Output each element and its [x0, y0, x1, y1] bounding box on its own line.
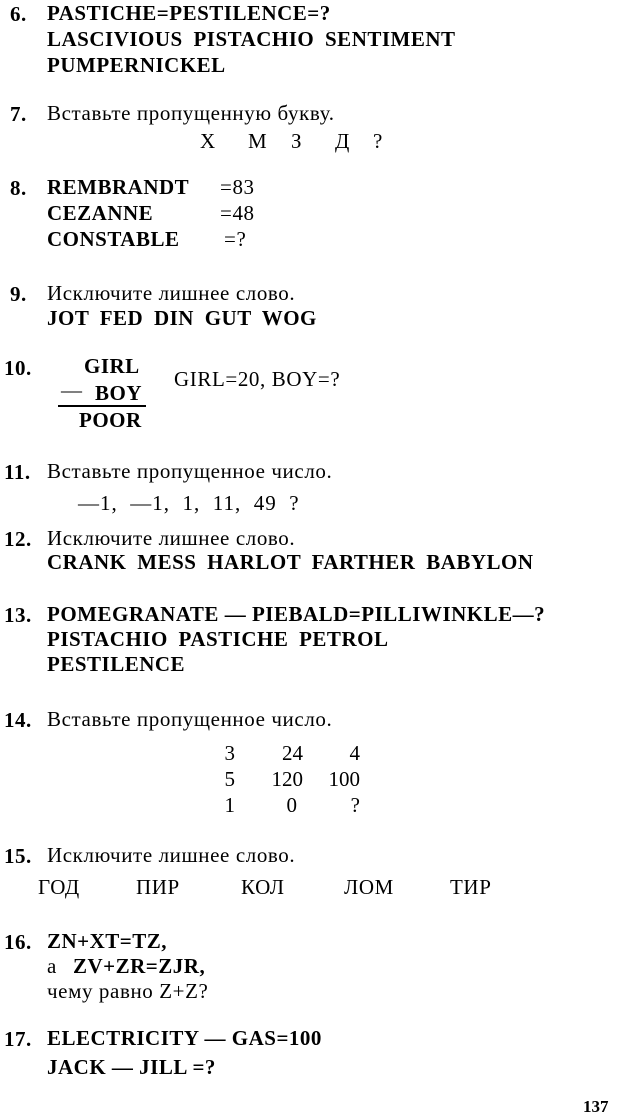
grid-row — [215, 740, 365, 766]
painter-name: CEZANNE — [47, 201, 154, 225]
grid-cell: 24 — [282, 741, 303, 765]
question-text: PESTILENCE — [47, 652, 186, 676]
question-text: чему равно Z+Z? — [47, 979, 209, 1003]
minus-sign: — — [61, 378, 83, 402]
grid-cell: ? — [350, 793, 360, 817]
grid-cell: 3 — [224, 741, 235, 765]
question-text: LASCIVIOUS PISTACHIO SENTIMENT — [47, 27, 456, 51]
equation-line: JACK — JILL =? — [47, 1055, 216, 1079]
question-prompt: Исключите лишнее слово. — [47, 281, 296, 305]
word-item: ПИР — [136, 875, 180, 899]
equation-line: ELECTRICITY — GAS=100 — [47, 1026, 322, 1050]
number-grid — [215, 740, 365, 818]
sequence-item: Д — [335, 129, 350, 153]
question-prompt: Исключите лишнее слово. — [47, 843, 296, 867]
word-item: КОЛ — [241, 875, 285, 899]
sequence-item: З — [291, 129, 302, 153]
question-number: 6. — [10, 2, 27, 26]
result-word: POOR — [79, 408, 142, 432]
page-number: 137 — [583, 1097, 609, 1116]
question-number: 16. — [4, 930, 32, 954]
question-number: 15. — [4, 844, 32, 868]
grid-cell: 1 — [224, 793, 235, 817]
equation-line: ZN+XT=TZ, — [47, 929, 168, 953]
sequence-item: ? — [373, 129, 383, 153]
minuend-word: GIRL — [84, 354, 140, 378]
word-list: CRANK MESS HARLOT FARTHER BABYLON — [47, 550, 534, 574]
condition-text: GIRL=20, BOY=? — [174, 367, 341, 391]
equation-line: ZV+ZR=ZJR, — [73, 954, 206, 978]
question-prompt: Вставьте пропущенное число. — [47, 707, 333, 731]
question-text: POMEGRANATE — PIEBALD=PILLIWINKLE—? — [47, 602, 546, 626]
question-prompt: Вставьте пропущенную букву. — [47, 101, 335, 125]
word-list: JOT FED DIN GUT WOG — [47, 306, 317, 330]
question-prompt: Исключите лишнее слово. — [47, 526, 296, 550]
question-number: 12. — [4, 527, 32, 551]
question-text: PUMPERNICKEL — [47, 53, 226, 77]
painter-name: CONSTABLE — [47, 227, 180, 251]
question-text: PISTACHIO PASTICHE PETROL — [47, 627, 389, 651]
conjunction: а — [47, 954, 57, 978]
question-text: PASTICHE=PESTILENCE=? — [47, 1, 331, 25]
question-prompt: Вставьте пропущенное число. — [47, 459, 333, 483]
question-number: 17. — [4, 1027, 32, 1051]
grid-cell: 120 — [271, 767, 303, 791]
word-item: ГОД — [38, 875, 80, 899]
sequence-item: Х — [200, 129, 216, 153]
question-number: 7. — [10, 102, 27, 126]
number-sequence: —1, —1, 1, 11, 49 ? — [78, 491, 300, 515]
question-number: 8. — [10, 176, 27, 200]
letter-sequence — [200, 128, 382, 154]
question-number: 14. — [4, 708, 32, 732]
word-item: ЛОМ — [344, 875, 394, 899]
question-number: 9. — [10, 282, 27, 306]
painter-name: REMBRANDT — [47, 175, 190, 199]
grid-cell: 100 — [328, 767, 360, 791]
grid-cell: 4 — [349, 741, 360, 765]
grid-row — [215, 766, 365, 792]
word-item: ТИР — [450, 875, 492, 899]
grid-cell: 5 — [224, 767, 235, 791]
subtrahend-word: BOY — [95, 381, 143, 405]
painter-value: =83 — [220, 175, 255, 199]
sequence-item: М — [248, 129, 267, 153]
question-number: 13. — [4, 603, 32, 627]
grid-cell: 0 — [286, 793, 297, 817]
painter-value: =? — [224, 227, 247, 251]
question-number: 10. — [4, 356, 32, 380]
question-number: 11. — [4, 460, 31, 484]
grid-row — [215, 792, 365, 818]
painter-value: =48 — [220, 201, 255, 225]
